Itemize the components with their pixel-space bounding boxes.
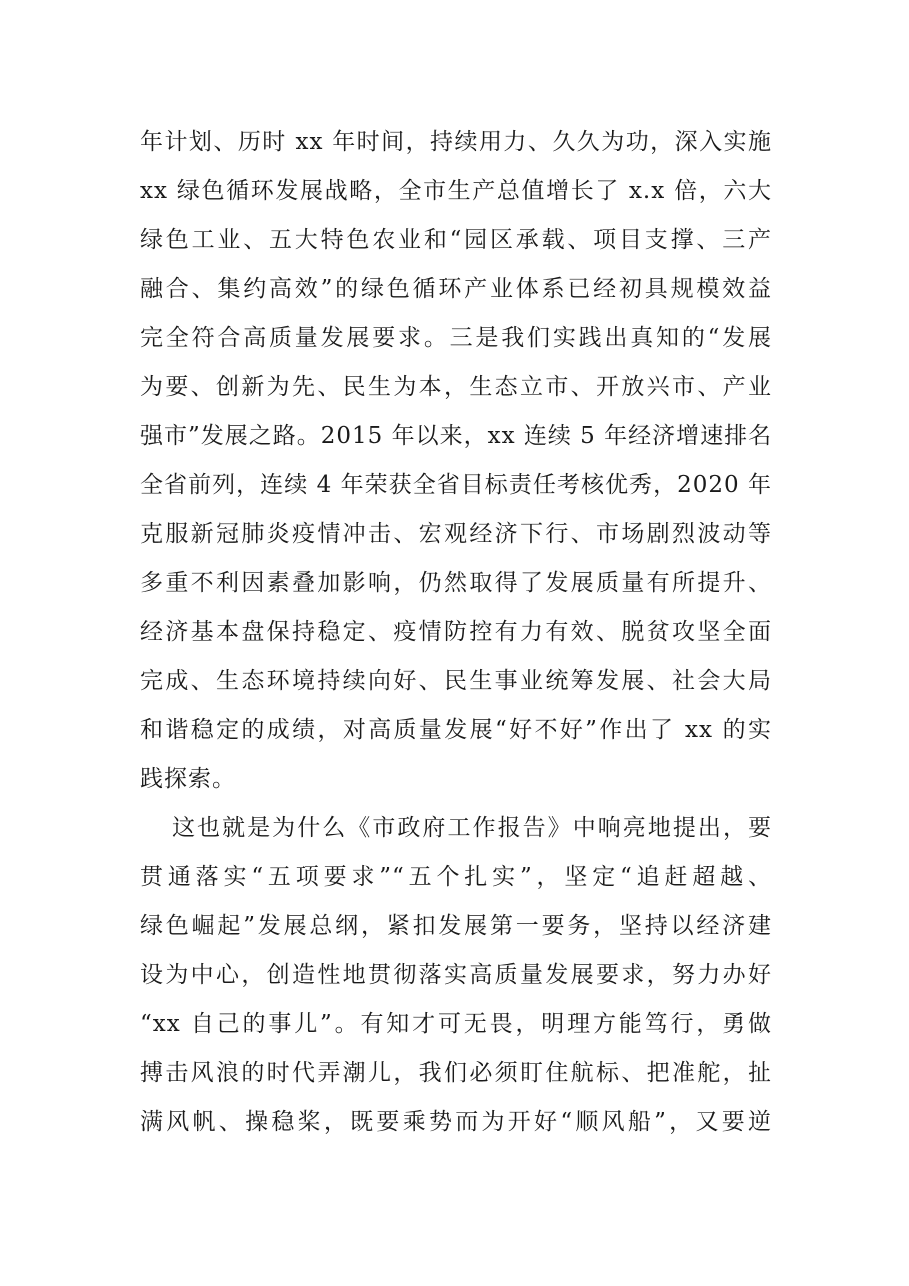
paragraph-2-line: 搏击风浪的时代弄潮儿，我们必须盯住航标、把准舵，扯 <box>140 1060 772 1086</box>
paragraph-1-line: 践探索。 <box>140 766 236 792</box>
paragraph-2-line: 满风帆、操稳桨，既要乘势而为开好“顺风船”，又要逆 <box>140 1109 772 1135</box>
paragraph-1-line: 融合、集约高效”的绿色循环产业体系已经初具规模效益 <box>140 276 772 302</box>
paragraph-1-line: 强市”发展之路。2015 年以来，xx 连续 5 年经济增速排名 <box>140 423 773 449</box>
paragraph-2 <box>140 804 772 1147</box>
paragraph-1-line: 完全符合高质量发展要求。三是我们实践出真知的“发展 <box>140 325 772 351</box>
paragraph-1-line: 全省前列，连续 4 年荣获全省目标责任考核优秀，2020 年 <box>140 472 772 498</box>
paragraph-1-line: 和谐稳定的成绩，对高质量发展“好不好”作出了 xx 的实 <box>140 717 772 743</box>
paragraph-2-line: 贯通落实“五项要求”“五个扎实”，坚定“追赶超越、 <box>140 864 772 890</box>
paragraph-2-line: 这也就是为什么《市政府工作报告》中响亮地提出，要 <box>172 815 772 841</box>
paragraph-1 <box>140 118 772 804</box>
paragraph-2-line: 绿色崛起”发展总纲，紧扣发展第一要务，坚持以经济建 <box>140 913 772 939</box>
paragraph-2-line: “xx 自己的事儿”。有知才可无畏，明理方能笃行，勇做 <box>140 1011 772 1037</box>
paragraph-1-line: 经济基本盘保持稳定、疫情防控有力有效、脱贫攻坚全面 <box>140 619 772 645</box>
paragraph-1-line: 年计划、历时 xx 年时间，持续用力、久久为功，深入实施 <box>140 129 772 155</box>
paragraph-1-line: 克服新冠肺炎疫情冲击、宏观经济下行、市场剧烈波动等 <box>140 521 772 547</box>
paragraph-1-line: 绿色工业、五大特色农业和“园区承载、项目支撑、三产 <box>140 227 772 253</box>
paragraph-2-line: 设为中心，创造性地贯彻落实高质量发展要求，努力办好 <box>140 962 772 988</box>
paragraph-1-line: xx 绿色循环发展战略，全市生产总值增长了 x.x 倍，六大 <box>140 178 772 204</box>
paragraph-1-line: 为要、创新为先、民生为本，生态立市、开放兴市、产业 <box>140 374 772 400</box>
paragraph-1-line: 多重不利因素叠加影响，仍然取得了发展质量有所提升、 <box>140 570 772 596</box>
paragraph-1-line: 完成、生态环境持续向好、民生事业统筹发展、社会大局 <box>140 668 772 694</box>
